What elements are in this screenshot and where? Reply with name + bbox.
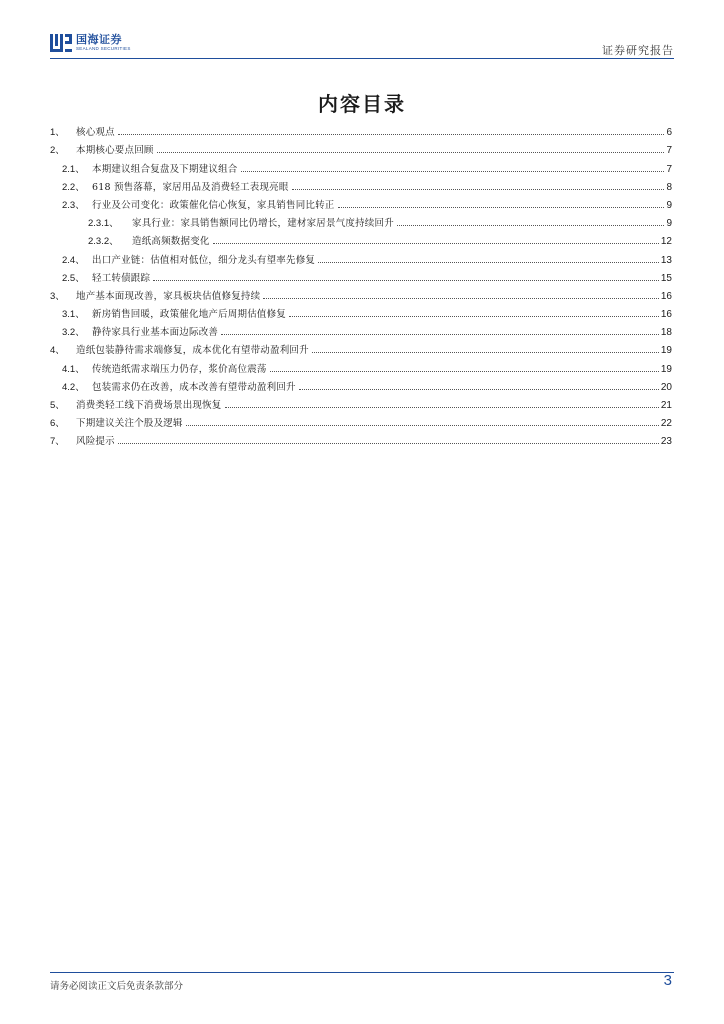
toc-dot-leader [118, 134, 665, 135]
toc-entry[interactable] [50, 138, 672, 156]
toc-entry-page: 23 [660, 436, 672, 448]
toc-entry-number: 4、 [50, 345, 65, 357]
toc-entry-label: 造纸包装静待需求端修复，成本优化有望带动盈利回升 [76, 345, 309, 357]
toc-entry-label: 下期建议关注个股及逻辑 [76, 418, 183, 430]
toc-dot-leader [312, 352, 659, 353]
toc-entry[interactable] [50, 302, 672, 320]
toc-entry-number: 5、 [50, 400, 65, 411]
toc-entry-page: 7 [666, 163, 672, 175]
toc-entry[interactable] [50, 375, 672, 393]
toc-dot-leader [270, 371, 659, 372]
toc-entry[interactable] [50, 411, 672, 429]
toc-entry-label: 风险提示 [76, 436, 115, 448]
toc-entry-number: 2、 [50, 145, 65, 157]
toc-entry-page: 20 [660, 381, 672, 393]
toc-entry-number: 2.4、 [62, 254, 85, 266]
toc-entry-number: 3.2、 [62, 327, 85, 339]
toc-entry-page: 15 [660, 272, 672, 284]
toc-dot-leader [299, 389, 659, 390]
footer-disclaimer: 请务必阅读正文后免责条款部分 [50, 981, 184, 992]
toc-entry-page: 9 [666, 218, 672, 230]
brand-text [76, 34, 131, 52]
toc-entry[interactable] [50, 229, 672, 247]
toc-title: 内容目录 [318, 92, 406, 116]
toc-entry-number: 2.3.1、 [88, 218, 119, 230]
toc-dot-leader [338, 207, 665, 208]
table-of-contents [50, 120, 672, 447]
toc-entry[interactable] [50, 284, 672, 302]
toc-entry-number: 3、 [50, 290, 65, 302]
toc-entry[interactable] [50, 193, 672, 211]
toc-entry-page: 19 [660, 345, 672, 357]
toc-entry-number: 7、 [50, 436, 65, 448]
toc-entry-label: 造纸高频数据变化 [132, 236, 210, 248]
toc-entry-label: 传统造纸需求端压力仍存，浆价高位震荡 [92, 363, 267, 375]
toc-dot-leader [186, 425, 659, 426]
toc-entry-number: 6、 [50, 418, 65, 430]
toc-dot-leader [241, 171, 665, 172]
page-header [50, 28, 674, 60]
toc-entry[interactable] [50, 211, 672, 229]
footer-divider [50, 972, 674, 973]
toc-dot-leader [118, 443, 659, 444]
toc-dot-leader [221, 334, 659, 335]
toc-entry-page: 18 [660, 327, 672, 339]
toc-dot-leader [213, 243, 659, 244]
toc-entry-label: 轻工转债跟踪 [92, 272, 151, 284]
toc-dot-leader [289, 316, 659, 317]
toc-entry-label: 出口产业链：估值相对低位，细分龙头有望率先修复 [92, 254, 316, 266]
toc-entry-number: 2.3.2、 [88, 236, 119, 248]
toc-entry-page: 16 [660, 309, 672, 321]
toc-entry[interactable] [50, 175, 672, 193]
page-number: 3 [663, 972, 672, 989]
toc-entry-number: 2.5、 [62, 272, 85, 284]
header-divider [50, 58, 674, 59]
toc-entry-label: 静待家具行业基本面边际改善 [92, 327, 219, 339]
toc-entry-number: 3.1、 [62, 309, 85, 321]
toc-entry[interactable] [50, 393, 672, 411]
toc-entry-label: 新房销售回暖，政策催化地产后周期估值修复 [92, 309, 287, 321]
toc-entry-page: 9 [666, 199, 672, 211]
toc-entry-number: 2.1、 [62, 163, 85, 175]
toc-dot-leader [263, 298, 659, 299]
toc-dot-leader [397, 225, 665, 226]
toc-entry[interactable] [50, 266, 672, 284]
toc-dot-leader [318, 262, 659, 263]
toc-entry-number: 1、 [50, 127, 65, 139]
toc-entry-page: 13 [660, 254, 672, 266]
toc-entry-label: 618 预售落幕，家居用品及消费轻工表现亮眼 [92, 181, 289, 193]
toc-entry[interactable] [50, 429, 672, 447]
toc-entry-label: 包装需求仍在改善，成本改善有望带动盈利回升 [92, 381, 296, 393]
toc-entry-label: 消费类轻工线下消费场景出现恢复 [76, 400, 222, 411]
toc-entry-page: 16 [660, 290, 672, 302]
toc-entry[interactable] [50, 320, 672, 338]
toc-entry[interactable] [50, 120, 672, 138]
toc-dot-leader [292, 189, 665, 190]
brand-name-en: SEALAND SECURITIES [76, 46, 131, 51]
toc-entry-label: 行业及公司变化：政策催化信心恢复，家具销售同比转正 [92, 199, 335, 211]
toc-entry-page: 8 [666, 181, 672, 193]
toc-entry-number: 4.1、 [62, 363, 85, 375]
document-type-label: 证券研究报告 [602, 44, 674, 57]
toc-dot-leader [157, 152, 665, 153]
toc-entry-number: 2.3、 [62, 199, 85, 211]
sealand-logo-icon [50, 32, 72, 54]
toc-entry-label: 本期核心要点回顾 [76, 145, 154, 157]
toc-entry-page: 7 [666, 145, 672, 157]
toc-entry-number: 4.2、 [62, 381, 85, 393]
toc-entry[interactable] [50, 356, 672, 374]
toc-entry-page: 19 [660, 363, 672, 375]
toc-entry-label: 本期建议组合复盘及下期建议组合 [92, 163, 238, 175]
toc-entry-number: 2.2、 [62, 181, 85, 193]
toc-entry-label: 核心观点 [76, 127, 115, 139]
toc-entry-page: 22 [660, 418, 672, 430]
toc-entry-page: 21 [660, 400, 672, 411]
brand-logo [50, 32, 131, 54]
toc-entry[interactable] [50, 338, 672, 356]
toc-entry[interactable] [50, 156, 672, 174]
toc-dot-leader [153, 280, 659, 281]
toc-entry-label: 地产基本面现改善，家具板块估值修复持续 [76, 290, 261, 302]
toc-entry[interactable] [50, 247, 672, 265]
brand-name-cn: 国海证券 [76, 33, 122, 46]
toc-entry-page: 12 [660, 236, 672, 248]
toc-entry-page: 6 [666, 127, 672, 139]
toc-dot-leader [225, 407, 659, 408]
toc-entry-label: 家具行业：家具销售额同比仍增长，建材家居景气度持续回升 [132, 218, 394, 230]
